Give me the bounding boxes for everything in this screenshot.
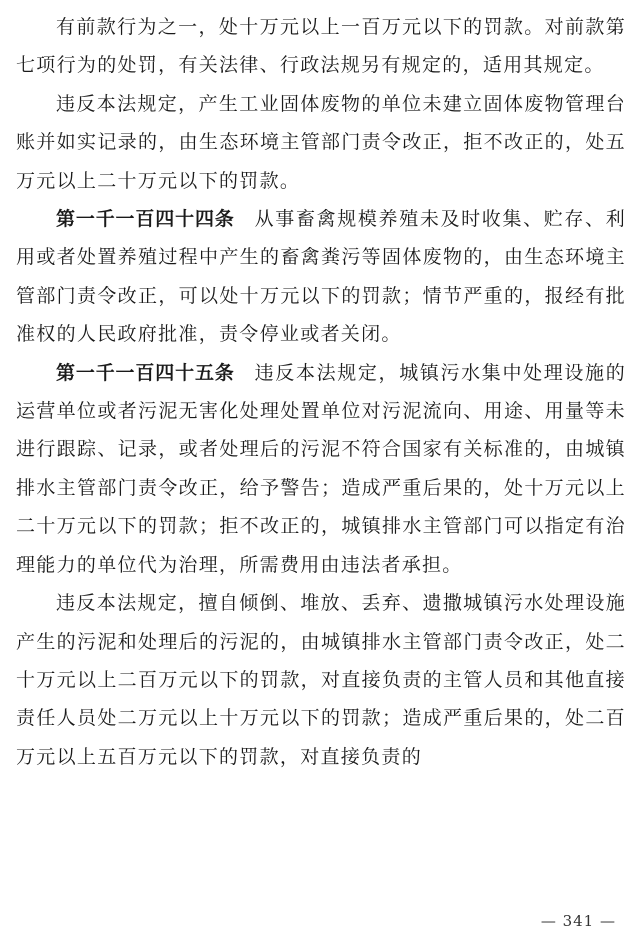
paragraph-5: [16, 584, 626, 776]
paragraph-1: [16, 8, 626, 85]
article-1144-number: 第一千一百四十四条: [56, 208, 235, 231]
paragraph-5-text: 违反本法规定，擅自倾倒、堆放、丢弃、遗撒城镇污水处理设施产生的污泥和处理后的污泥的，由城镇排水主管部门责令改正，处二十万元以上二百万元以下的罚款，对直接负责的主管人员和其他直接责任人员处二万元以上十万元以下的罚款；造成严重后果的，处二百万元以上五百万元以下的罚款，对直接负责的: [16, 592, 626, 768]
document-body: [16, 8, 626, 776]
paragraph-2-text: 违反本法规定，产生工业固体废物的单位未建立固体废物管理台账并如实记录的，由生态环境主管部门责令改正，拒不改正的，处五万元以上二十万元以下的罚款。: [16, 92, 626, 192]
article-1144: [16, 200, 626, 354]
paragraph-2: [16, 85, 626, 200]
article-1145-number: 第一千一百四十五条: [56, 361, 235, 384]
page-number: — 341 —: [540, 912, 616, 930]
article-1144-text: 从事畜禽规模养殖未及时收集、贮存、利用或者处置养殖过程中产生的畜禽粪污等固体废物的，由生态环境主管部门责令改正，可以处十万元以下的罚款；情节严重的，报经有批准权的人民政府批准，责令停业或者关闭。: [16, 208, 626, 346]
article-1145-text: 违反本法规定，城镇污水集中处理设施的运营单位或者污泥无害化处理处置单位对污泥流向、用途、用量等未进行跟踪、记录，或者处理后的污泥不符合国家有关标准的，由城镇排水主管部门责令改正，给予警告；造成严重后果的，处十万元以上二十万元以下的罚款；拒不改正的，城镇排水主管部门可以指定有治理能力的单位代为治理，所需费用由违法者承担。: [16, 361, 626, 576]
paragraph-1-text: 有前款行为之一，处十万元以上一百万元以下的罚款。对前款第七项行为的处罚，有关法律、行政法规另有规定的，适用其规定。: [16, 16, 626, 77]
article-1145: [16, 354, 626, 584]
